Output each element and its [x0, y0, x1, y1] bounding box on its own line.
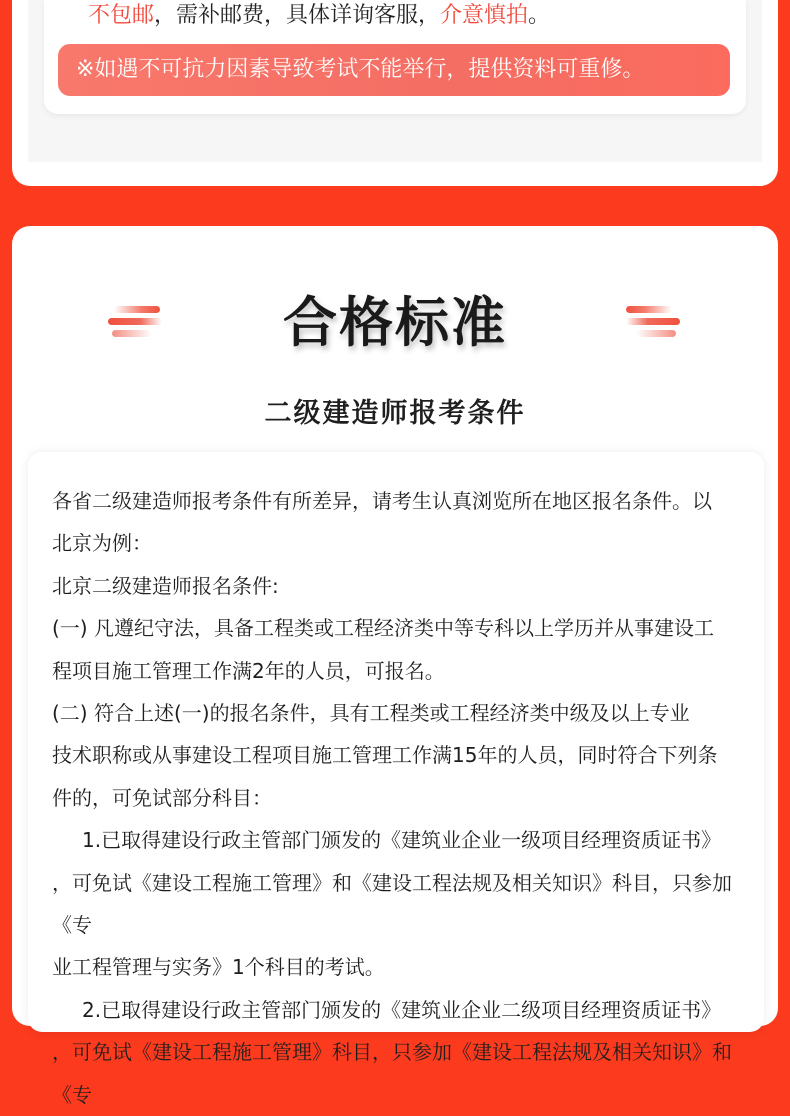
section-subtitle: 二级建造师报考条件: [264, 398, 526, 429]
title-decoration-right: [626, 306, 680, 336]
content-line: (二) 符合上述(一)的报名条件，具有工程类或工程经济类中级及以上专业: [52, 701, 690, 726]
content-line: 业工程管理与实务》1个科目的考试。: [52, 955, 385, 980]
content-line: 各省二级建造师报考条件有所差异，请考生认真浏览所在地区报名条件。以: [52, 489, 712, 513]
shipping-notice: [88, 0, 550, 32]
content-line: ，可免试《建设工程施工管理》和《建设工程法规及相关知识》科目，只参加《专: [52, 870, 732, 938]
content-line: 程项目施工管理工作满2年的人员，可报名。: [52, 658, 445, 683]
content-line: 北京为例：: [52, 531, 152, 556]
notice-part: ，需补邮费，具体详询客服，: [154, 3, 441, 28]
decoration-stripe: [626, 306, 672, 313]
section-title: 合格标准: [283, 291, 507, 354]
content-line: 1.已取得建设行政主管部门颁发的《建筑业企业一级项目经理资质证书》: [82, 828, 722, 853]
content-line: 技术职称或从事建设工程项目施工管理工作满15年的人员，同时符合下列条: [52, 743, 718, 768]
notice-part: 介意慎拍: [440, 3, 529, 28]
content-line: 件的，可免试部分科目：: [52, 785, 272, 810]
force-majeure-notice: ※如遇不可抗力因素导致考试不能举行，提供资料可重修。: [58, 44, 730, 96]
notice-part: 不包邮: [88, 3, 155, 28]
notice-part: 。: [528, 3, 551, 28]
decoration-stripe: [626, 318, 680, 325]
content-line: (一) 凡遵纪守法，具备工程类或工程经济类中等专科以上学历并从事建设工: [52, 616, 714, 641]
requirements-text: [52, 480, 742, 1116]
decoration-stripe: [636, 330, 676, 337]
content-line: 北京二级建造师报名条件:: [52, 573, 279, 598]
content-line: ，可免试《建设工程施工管理》科目，只参加《建设工程法规及相关知识》和《专: [52, 1040, 732, 1107]
content-line: 2.已取得建设行政主管部门颁发的《建筑业企业二级项目经理资质证书》: [82, 997, 722, 1022]
